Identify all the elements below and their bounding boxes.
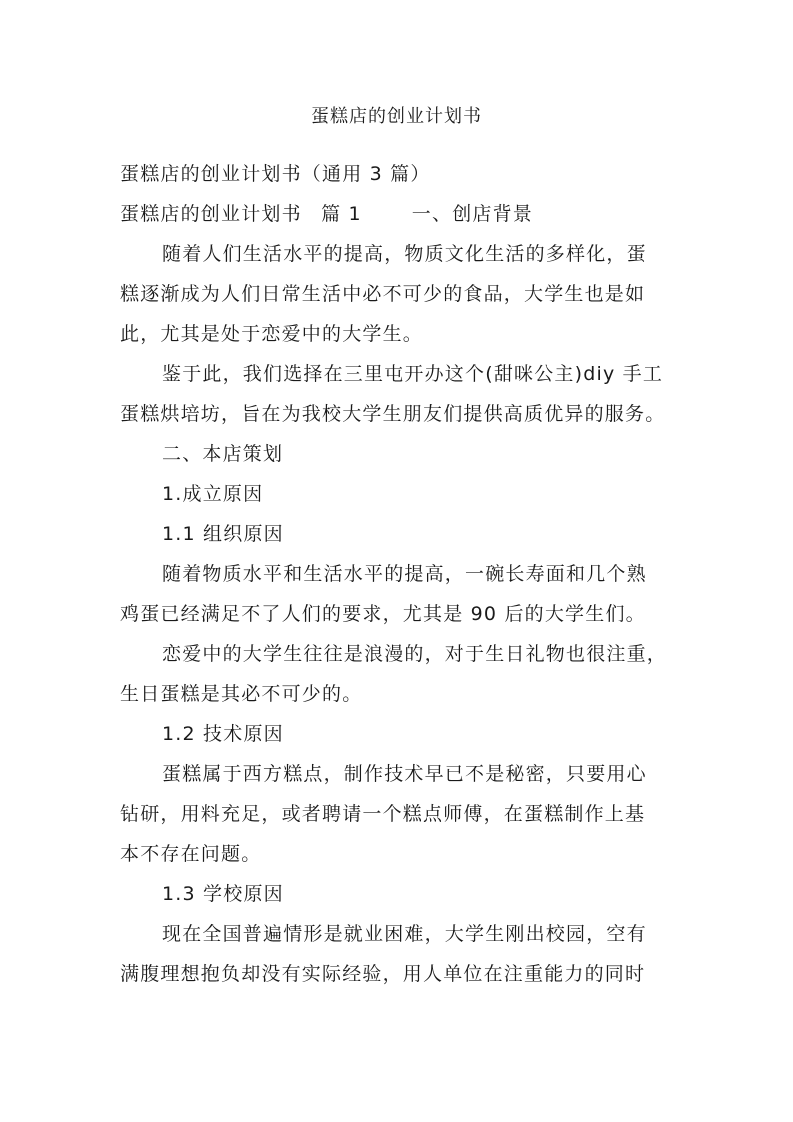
document-body <box>120 154 680 994</box>
text-line: 满腹理想抱负却没有实际经验，用人单位在注重能力的同时 <box>120 963 646 985</box>
section-part: 篇 1 <box>321 203 362 225</box>
text-line: 随着人们生活水平的提高，物质文化生活的多样化，蛋 <box>162 243 647 265</box>
text-line: 恋爱中的大学生往往是浪漫的，对于生日礼物也很注重， <box>162 643 668 665</box>
text-line: 蛋糕烘培坊，旨在为我校大学生朋友们提供高质优异的服务。 <box>120 403 666 425</box>
paragraph-lines <box>120 234 680 994</box>
section-label: 蛋糕店的创业计划书 <box>120 203 302 225</box>
text-line: 蛋糕属于西方糕点，制作技术早已不是秘密，只要用心 <box>162 763 647 785</box>
text-line: 随着物质水平和生活水平的提高，一碗长寿面和几个熟 <box>162 563 647 585</box>
section-line <box>120 194 680 234</box>
text-line: 现在全国普遍情形是就业困难，大学生刚出校园，空有 <box>162 923 647 945</box>
text-line: 1.1 组织原因 <box>162 523 284 545</box>
section-heading: 一、创店背景 <box>411 203 533 225</box>
text-line: 1.3 学校原因 <box>162 883 284 905</box>
document-title: 蛋糕店的创业计划书 <box>311 106 482 127</box>
text-line: 鉴于此，我们选择在三里屯开办这个(甜咪公主)diy 手工 <box>162 363 664 385</box>
document-subtitle: 蛋糕店的创业计划书（通用 3 篇） <box>120 163 431 185</box>
text-line: 鸡蛋已经满足不了人们的要求，尤其是 90 后的大学生们。 <box>120 603 646 625</box>
text-line: 二、本店策划 <box>162 443 284 465</box>
text-line: 1.成立原因 <box>162 483 264 505</box>
text-line: 糕逐渐成为人们日常生活中必不可少的食品，大学生也是如 <box>120 283 646 305</box>
text-line: 钻研，用料充足，或者聘请一个糕点师傅，在蛋糕制作上基 <box>120 803 646 825</box>
text-line: 本不存在问题。 <box>120 843 262 865</box>
text-line: 生日蛋糕是其必不可少的。 <box>120 683 363 705</box>
text-line: 此，尤其是处于恋爱中的大学生。 <box>120 323 424 345</box>
text-line: 1.2 技术原因 <box>162 723 284 745</box>
